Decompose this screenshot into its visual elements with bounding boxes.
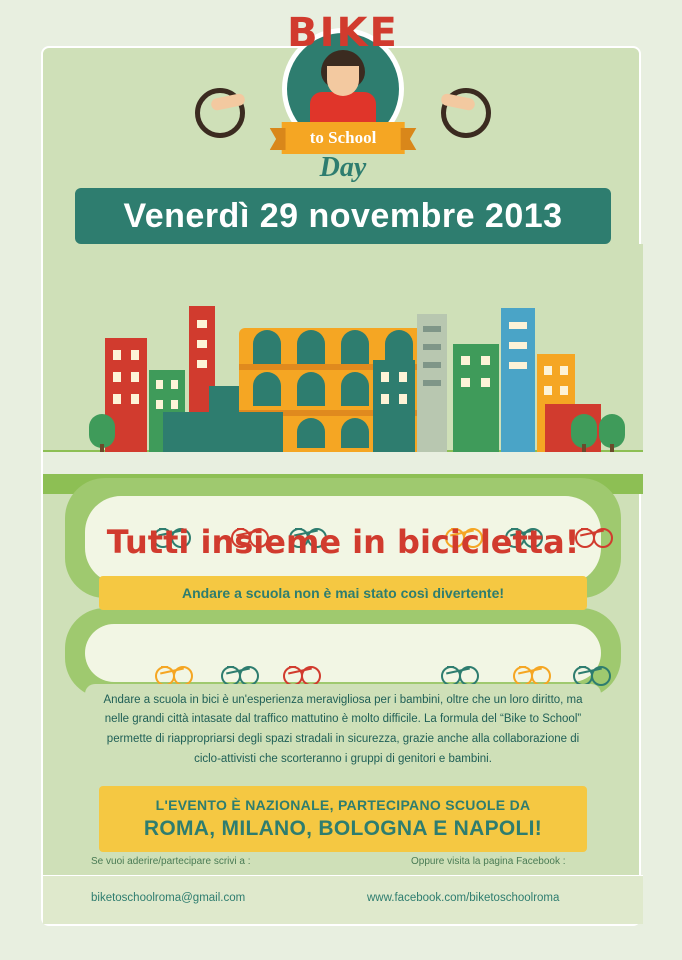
logo — [43, 4, 643, 184]
logo-bike-word: BIKE — [287, 10, 399, 56]
building — [453, 344, 499, 456]
subheadline-box — [99, 576, 587, 610]
logo-ribbon: to School — [284, 124, 403, 152]
building — [417, 314, 447, 456]
headline-container — [99, 516, 587, 568]
building — [501, 308, 535, 456]
logo-day-word: Day — [319, 152, 367, 183]
page-title: Tutti insieme in bicicletta! — [106, 523, 580, 561]
building — [373, 360, 415, 456]
city-illustration — [43, 244, 643, 494]
date-banner: Venerdì 29 novembre 2013 — [75, 188, 611, 244]
contact-facebook-label: Oppure visita la pagina Facebook : — [411, 856, 566, 867]
contact-email[interactable]: biketoschoolroma@gmail.com — [91, 892, 246, 904]
school-building — [163, 412, 283, 456]
subheadline: Andare a scuola non è mai stato così divertente! — [181, 585, 505, 601]
contact-email-label: Se vuoi aderire/partecipare scrivi a : — [91, 856, 251, 867]
body-container — [85, 684, 601, 776]
contact-facebook-url[interactable]: www.facebook.com/biketoschoolroma — [367, 892, 560, 904]
body-text: Andare a scuola in bici è un'esperienza meravigliosa per i bambini, oltre che un loro diritto, ma nelle grandi città intasate dal traffico mattutino è molto difficile. La formula del “Bike to School” permette di riappropriarsi degli spazi stradali in sicurezza, grazie anche alla collaborazione di ciclo-attivisti che scorteranno i gruppi di genitori e bambini. — [103, 693, 583, 765]
national-line-1: L'EVENTO È NAZIONALE, PARTECIPANO SCUOLE DA — [155, 797, 531, 813]
national-box — [99, 786, 587, 852]
road — [43, 452, 643, 474]
rider-body — [310, 92, 376, 126]
footer — [43, 875, 643, 924]
poster — [41, 10, 641, 926]
national-line-2: ROMA, MILANO, BOLOGNA E NAPOLI! — [143, 817, 543, 840]
